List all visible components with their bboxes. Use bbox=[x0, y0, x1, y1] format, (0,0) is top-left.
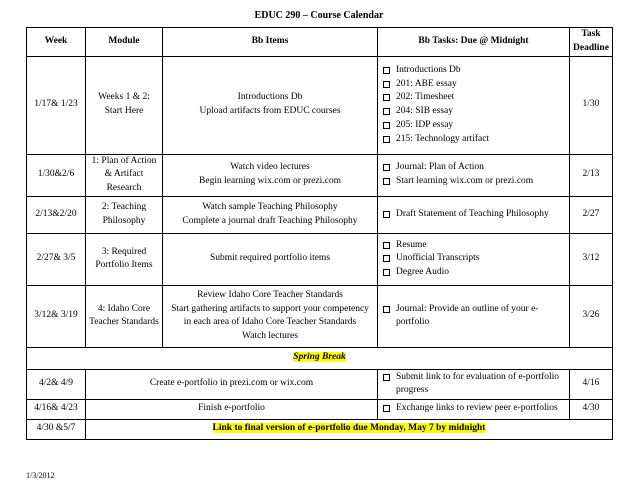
deadline-cell: 2/27 bbox=[570, 196, 613, 233]
deadline-cell: 4/16 bbox=[570, 369, 613, 399]
final-deadline-text: Link to final version of e-portfolio due Monday, May 7 by midnight bbox=[212, 423, 486, 434]
week-cell: 2/27& 3/5 bbox=[27, 233, 86, 285]
bb-tasks-cell bbox=[378, 233, 570, 285]
task-item: 204: SIB essay bbox=[381, 105, 566, 119]
checkbox-icon bbox=[383, 405, 390, 412]
bb-items-cell: Introductions Db Upload artifacts from EDUC courses bbox=[163, 56, 378, 154]
task-item: Introductions Db bbox=[381, 64, 566, 78]
bb-items-cell: Submit required portfolio items bbox=[163, 233, 378, 285]
task-item: Exchange links to review peer e-portfolios bbox=[381, 402, 566, 416]
final-deadline-cell bbox=[86, 419, 613, 439]
bb-tasks-cell bbox=[378, 56, 570, 154]
bb-tasks-cell bbox=[378, 285, 570, 347]
deadline-cell: 3/12 bbox=[570, 233, 613, 285]
deadline-cell: 1/30 bbox=[570, 56, 613, 154]
checkbox-icon bbox=[383, 164, 390, 171]
module-cell: 1: Plan of Action & Artifact Research bbox=[86, 154, 163, 196]
checkbox-icon bbox=[383, 306, 390, 313]
week-cell: 1/30&2/6 bbox=[27, 154, 86, 196]
week-cell: 4/30 &5/7 bbox=[27, 419, 86, 439]
table-row bbox=[27, 419, 613, 439]
bb-tasks-cell bbox=[378, 369, 570, 399]
header-module: Module bbox=[86, 28, 163, 57]
table-row bbox=[27, 369, 613, 399]
task-item: Unofficial Transcripts bbox=[381, 252, 566, 266]
module-cell: Weeks 1 & 2: Start Here bbox=[86, 56, 163, 154]
checkbox-icon bbox=[383, 269, 390, 276]
week-cell: 4/2& 4/9 bbox=[27, 369, 86, 399]
task-item: Draft Statement of Teaching Philosophy bbox=[381, 208, 566, 222]
checkbox-icon bbox=[383, 211, 390, 218]
task-item: Degree Audio bbox=[381, 266, 566, 280]
checkbox-icon bbox=[383, 242, 390, 249]
bb-items-cell: Finish e-portfolio bbox=[86, 399, 378, 419]
checkbox-icon bbox=[383, 374, 390, 381]
table-row bbox=[27, 233, 613, 285]
table-row bbox=[27, 285, 613, 347]
checkbox-icon bbox=[383, 94, 390, 101]
deadline-cell: 4/30 bbox=[570, 399, 613, 419]
checkbox-icon bbox=[383, 81, 390, 88]
task-item: 205: IDP essay bbox=[381, 119, 566, 133]
checkbox-icon bbox=[383, 122, 390, 129]
module-cell: 4: Idaho Core Teacher Standards bbox=[86, 285, 163, 347]
spring-break-row bbox=[27, 347, 613, 369]
checkbox-icon bbox=[383, 178, 390, 185]
bb-items-cell: Review Idaho Core Teacher Standards Start gathering artifacts to support your competency in each area of Idaho Core Teacher Standards Watch lectures bbox=[163, 285, 378, 347]
task-item: 215: Technology artifact bbox=[381, 133, 566, 147]
spring-break-label: Spring Break bbox=[293, 352, 346, 363]
footer-date: 1/3/2012 bbox=[26, 471, 55, 480]
task-item: Start learning wix.com or prezi.com bbox=[381, 175, 566, 189]
task-item: Submit link to for evaluation of e-portfolio progress bbox=[381, 371, 566, 399]
bb-items-cell: Create e-portfolio in prezi.com or wix.com bbox=[86, 369, 378, 399]
checkbox-icon bbox=[383, 67, 390, 74]
week-cell: 4/16& 4/23 bbox=[27, 399, 86, 419]
task-item: 201: ABE essay bbox=[381, 78, 566, 92]
bb-tasks-cell bbox=[378, 399, 570, 419]
week-cell: 1/17& 1/23 bbox=[27, 56, 86, 154]
page-title: EDUC 290 – Course Calendar bbox=[254, 10, 384, 21]
bb-items-cell: Watch sample Teaching Philosophy Complete a journal draft Teaching Philosophy bbox=[163, 196, 378, 233]
header-bb-tasks: Bb Tasks: Due @ Midnight bbox=[378, 28, 570, 57]
deadline-cell: 3/26 bbox=[570, 285, 613, 347]
task-item: Journal: Plan of Action bbox=[381, 161, 566, 175]
week-cell: 2/13&2/20 bbox=[27, 196, 86, 233]
module-cell: 3: Required Portfolio Items bbox=[86, 233, 163, 285]
course-calendar-table bbox=[26, 27, 613, 440]
bb-tasks-cell bbox=[378, 196, 570, 233]
bb-tasks-cell bbox=[378, 154, 570, 196]
table-row bbox=[27, 56, 613, 154]
checkbox-icon bbox=[383, 255, 390, 262]
bb-items-cell: Watch video lectures Begin learning wix.com or prezi.com bbox=[163, 154, 378, 196]
week-cell: 3/12& 3/19 bbox=[27, 285, 86, 347]
table-row bbox=[27, 154, 613, 196]
task-item: 202: Timesheet bbox=[381, 91, 566, 105]
header-week: Week bbox=[27, 28, 86, 57]
deadline-cell: 2/13 bbox=[570, 154, 613, 196]
header-row bbox=[27, 28, 613, 57]
header-deadline: Task Deadline bbox=[570, 28, 613, 57]
checkbox-icon bbox=[383, 108, 390, 115]
task-item: Journal: Provide an outline of your e-portfolio bbox=[381, 303, 566, 331]
checkbox-icon bbox=[383, 136, 390, 143]
table-row bbox=[27, 196, 613, 233]
header-bb-items: Bb Items bbox=[163, 28, 378, 57]
task-item: Resume bbox=[381, 239, 566, 253]
table-row bbox=[27, 399, 613, 419]
module-cell: 2: Teaching Philosophy bbox=[86, 196, 163, 233]
